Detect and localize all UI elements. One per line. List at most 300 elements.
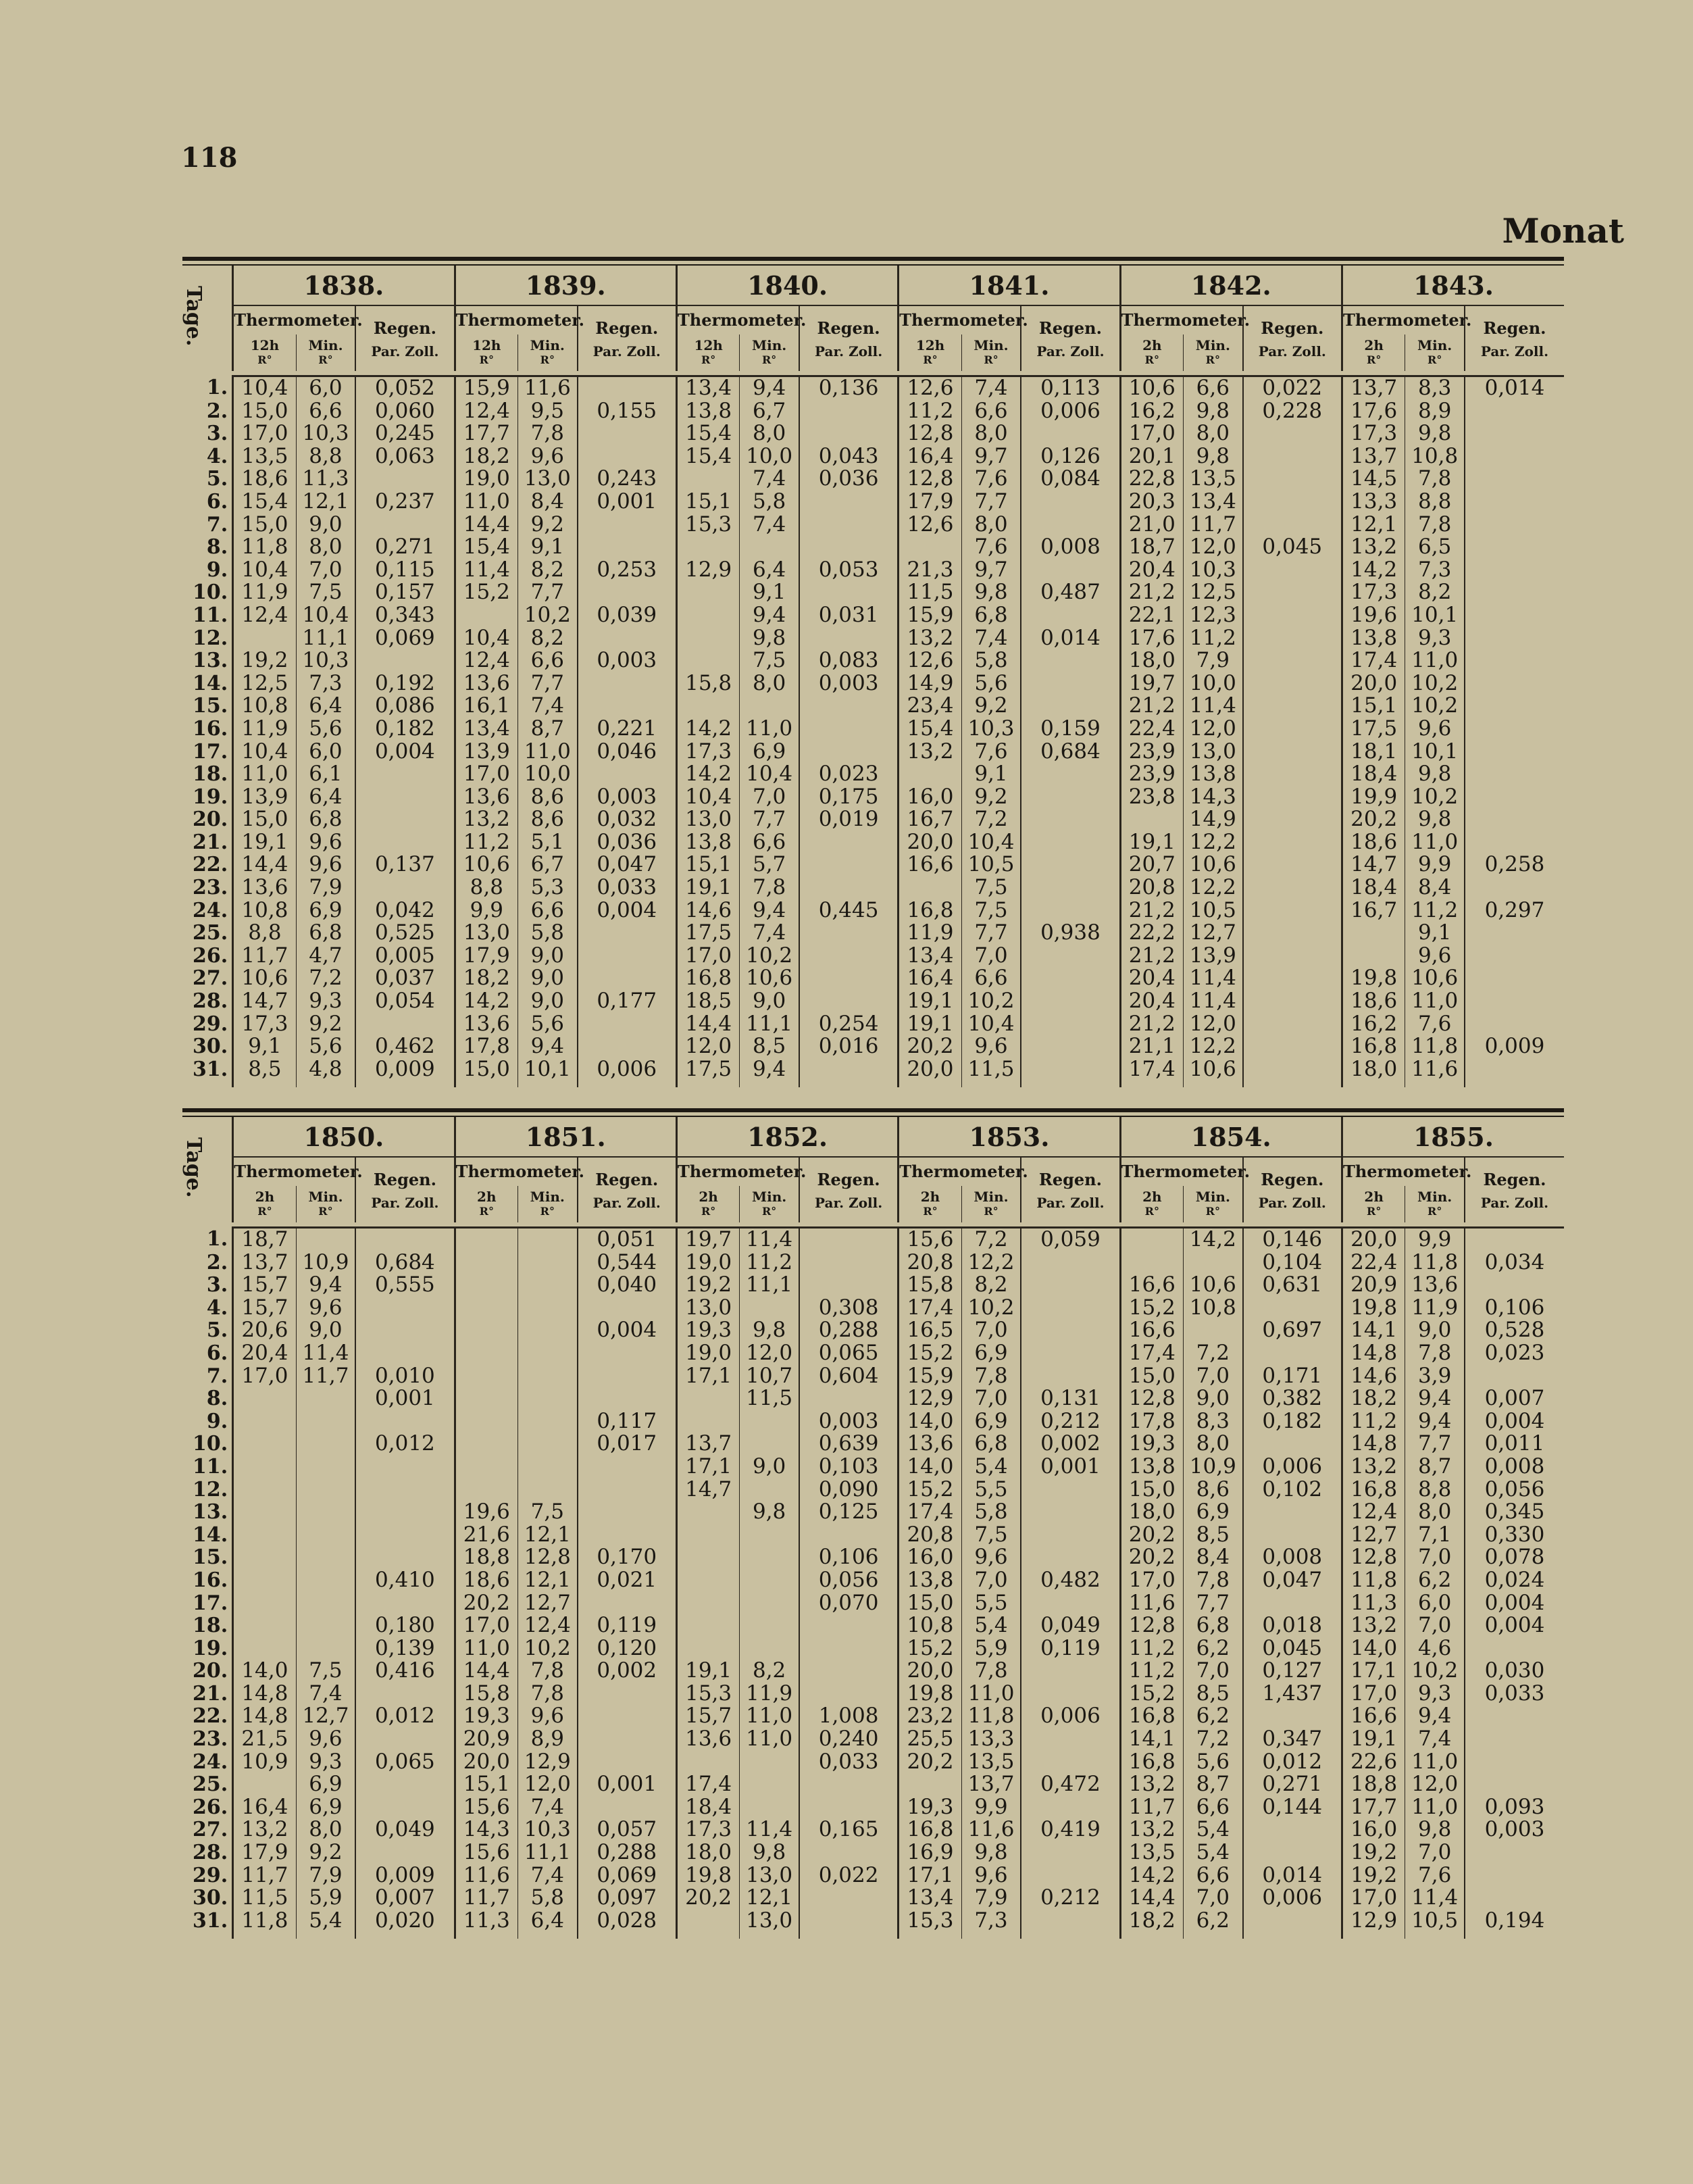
unit-label: R° [479,353,494,366]
min-temperature-value: 13,3 [961,1728,1021,1751]
temperature-value: 14,4 [233,853,296,876]
temperature-value: 15,0 [1120,1479,1183,1502]
table-row [182,672,1564,695]
temperature-value [455,1365,517,1388]
unit-label: R° [701,353,716,366]
spacer [455,1081,517,1087]
spacer [1021,1081,1120,1087]
thermometer-label: Thermometer. [233,305,356,334]
year-heading: 1851. [455,1117,676,1157]
min-temperature-value: 7,0 [296,559,355,582]
min-temperature-value: 11,4 [1184,967,1243,990]
min-temperature-value: 7,8 [961,1660,1021,1683]
min-temperature-value: 8,2 [740,1660,799,1683]
unit-label: R° [540,1205,555,1218]
rain-value [1243,1013,1342,1036]
temperature-value: 13,2 [1120,1773,1183,1796]
temperature-value: 21,6 [455,1524,517,1547]
temperature-value: 19,1 [899,990,961,1013]
rain-value [1243,514,1342,537]
temperature-value: 15,4 [899,718,961,741]
rain-value: 0,180 [355,1614,455,1637]
min-temperature-value: 7,7 [518,672,578,695]
rain-value: 0,345 [1465,1501,1564,1524]
day-number: 4. [206,1295,228,1320]
temperature-value: 15,7 [233,1274,296,1297]
rain-value [799,718,899,741]
regen-unit: Par. Zoll. [371,1194,439,1211]
min-temperature-value: 9,0 [740,1456,799,1479]
min-temperature-value: 11,1 [296,627,355,650]
table-row [182,1479,1564,1502]
rain-value [355,1479,455,1502]
rain-value: 0,212 [1021,1887,1120,1910]
min-column-label [1405,1186,1465,1222]
min-temperature-value: 7,7 [961,491,1021,514]
rain-value: 0,343 [355,604,455,627]
regen-unit: Par. Zoll. [815,343,883,359]
thermometer-label: Thermometer. [676,1157,799,1186]
temperature-value: 18,2 [1342,1387,1405,1410]
day-number: 15. [193,694,228,718]
temperature-value: 20,2 [455,1592,517,1615]
min-temperature-value: 6,7 [518,853,578,876]
rain-value: 0,006 [1021,400,1120,423]
min-temperature-value: 7,4 [961,376,1021,400]
rain-value: 0,065 [355,1751,455,1774]
min-temperature-value: 11,1 [740,1013,799,1036]
rain-value [578,945,677,968]
min-temperature-value: 7,9 [1184,649,1243,672]
tage-label-cell [182,1117,233,1228]
min-temperature-value [296,1637,355,1660]
temperature-value: 18,0 [1120,649,1183,672]
rain-value: 0,258 [1465,853,1564,876]
temperature-value: 14,7 [1342,853,1405,876]
rain-value [799,1274,899,1297]
temperature-value: 12,0 [676,1035,739,1058]
spacer [355,1081,455,1087]
rain-value: 0,001 [1021,1456,1120,1479]
min-temperature-value: 7,9 [296,876,355,899]
temperature-value: 19,6 [455,1501,517,1524]
day-number: 11. [193,1454,228,1479]
min-temperature-value: 9,8 [1405,763,1465,786]
rain-value: 0,045 [1243,1637,1342,1660]
rain-value [1465,400,1564,423]
rain-value [355,1546,455,1569]
min-temperature-value: 7,0 [1405,1614,1465,1637]
min-temperature-value: 9,2 [296,1841,355,1864]
temperature-value: 16,6 [1120,1274,1183,1297]
rain-value [799,627,899,650]
min-temperature-value: 13,7 [961,1773,1021,1796]
min-temperature-value: 7,8 [1405,1342,1465,1365]
rain-value: 0,028 [578,1910,677,1933]
rain-value: 0,014 [1021,627,1120,650]
header-rule [355,1222,455,1228]
rain-value [799,695,899,718]
rain-value: 0,159 [1021,718,1120,741]
unit-label: R° [257,1205,272,1218]
temperature-value: 19,0 [676,1251,739,1274]
temperature-value: 12,4 [1342,1501,1405,1524]
temperature-value: 20,8 [899,1251,961,1274]
temperature-value: 12,1 [1342,514,1405,537]
day-number: 4. [206,444,228,468]
temperature-value: 19,1 [1120,831,1183,854]
temperature-value: 10,8 [233,899,296,922]
min-temperature-value: 13,0 [518,468,578,491]
regen-label [1243,1157,1342,1222]
min-temperature-value: 12,4 [518,1614,578,1637]
rain-value: 0,308 [799,1297,899,1320]
temperature-value: 20,1 [1120,445,1183,468]
rain-value [799,1637,899,1660]
min-temperature-value: 12,8 [518,1546,578,1569]
temperature-value: 14,4 [676,1013,739,1036]
time-column-label [1120,1186,1183,1222]
min-temperature-value: 7,4 [518,1864,578,1887]
spacer [1342,1932,1405,1939]
temperature-value: 16,7 [1342,899,1405,922]
min-temperature-value: 9,2 [296,1013,355,1036]
temperature-value: 13,0 [676,808,739,831]
min-temperature-value: 10,3 [961,718,1021,741]
min-temperature-value: 6,9 [961,1410,1021,1433]
min-temperature-value: 5,8 [518,922,578,945]
temperature-value: 16,0 [1342,1818,1405,1841]
observation-time: 12h [694,337,723,353]
temperature-value: 17,0 [233,1365,296,1388]
min-temperature-value: 4,6 [1405,1637,1465,1660]
rain-value [578,1479,677,1502]
temperature-value: 13,6 [455,786,517,809]
min-temperature-value: 5,5 [961,1592,1021,1615]
table-row [182,1035,1564,1058]
rain-value: 0,014 [1465,376,1564,400]
temperature-value: 10,8 [233,695,296,718]
min-temperature-value: 7,0 [1405,1546,1465,1569]
min-temperature-value: 14,3 [1184,786,1243,809]
min-temperature-value: 7,6 [961,468,1021,491]
min-temperature-value: 7,0 [961,1569,1021,1592]
rain-value: 0,192 [355,672,455,695]
min-temperature-value: 14,2 [1184,1228,1243,1251]
temperature-value: 16,8 [899,899,961,922]
min-temperature-value: 10,0 [1184,672,1243,695]
table-row [182,1910,1564,1933]
table-1850-1855 [182,1117,1564,1939]
table-row [182,1637,1564,1660]
rain-value: 0,008 [1465,1456,1564,1479]
rain-value: 0,063 [355,445,455,468]
min-temperature-value: 9,6 [1405,945,1465,968]
min-temperature-value: 11,0 [740,1728,799,1751]
temperature-value [233,1433,296,1456]
temperature-value: 11,3 [455,1910,517,1933]
min-temperature-value [518,1251,578,1274]
temperature-value: 17,4 [899,1297,961,1320]
temperature-value [676,1569,739,1592]
min-temperature-value: 8,9 [1405,400,1465,423]
min-temperature-value: 4,8 [296,1058,355,1081]
temperature-value [233,1614,296,1637]
weather-table-upper [182,257,1564,1087]
table-row [182,1342,1564,1365]
rain-value [799,990,899,1013]
temperature-value: 15,0 [455,1058,517,1081]
day-number: 6. [206,489,228,514]
min-temperature-value: 9,7 [961,559,1021,582]
min-temperature-value: 6,8 [296,808,355,831]
temperature-value: 20,4 [233,1342,296,1365]
temperature-value: 15,7 [676,1705,739,1728]
rain-value [1243,559,1342,582]
rain-value: 0,008 [1243,1546,1342,1569]
rain-value [1465,1705,1564,1728]
min-temperature-value: 6,6 [518,649,578,672]
min-temperature-value: 9,4 [740,376,799,400]
rain-value: 0,146 [1243,1228,1342,1251]
min-temperature-value [296,1592,355,1615]
rain-value [578,1796,677,1819]
min-temperature-value: 7,9 [296,1864,355,1887]
min-temperature-value: 10,3 [296,422,355,445]
spacer [1405,1932,1465,1939]
temperature-value: 13,4 [676,376,739,400]
min-temperature-value: 9,8 [961,1841,1021,1864]
table-row [182,581,1564,604]
min-temperature-value: 9,6 [961,1864,1021,1887]
rain-value: 0,604 [799,1365,899,1388]
temperature-value: 14,1 [1120,1728,1183,1751]
min-temperature-value: 8,4 [518,491,578,514]
min-temperature-value [740,1410,799,1433]
min-temperature-value: 12,0 [1184,718,1243,741]
temperature-value [233,1387,296,1410]
rain-value [1021,1683,1120,1706]
table-row [182,1592,1564,1615]
temperature-value: 16,2 [1342,1013,1405,1036]
header-rule [296,1222,355,1228]
min-temperature-value: 5,9 [961,1637,1021,1660]
min-temperature-value: 9,2 [961,695,1021,718]
rain-value: 1,008 [799,1705,899,1728]
rain-value: 0,004 [355,741,455,764]
temperature-value: 12,6 [899,514,961,537]
rain-value [1021,1365,1120,1388]
min-temperature-value: 7,5 [961,1524,1021,1547]
min-temperature-value: 9,1 [1405,922,1465,945]
min-temperature-value: 6,6 [518,899,578,922]
rain-value: 0,005 [355,945,455,968]
rain-value: 0,012 [355,1433,455,1456]
spacer [1184,1932,1243,1939]
min-temperature-value: 7,5 [740,649,799,672]
temperature-value: 11,2 [899,400,961,423]
temperature-value: 9,9 [455,899,517,922]
spacer [799,1932,899,1939]
rain-value: 0,472 [1021,1773,1120,1796]
temperature-value: 15,1 [676,853,739,876]
temperature-value: 17,3 [1342,581,1405,604]
rain-value [799,1887,899,1910]
rain-value: 0,297 [1465,899,1564,922]
rain-value: 0,237 [355,491,455,514]
temperature-value: 18,0 [1120,1501,1183,1524]
unit-label: R° [1205,353,1220,366]
rain-value [355,1683,455,1706]
rain-value [799,491,899,514]
min-temperature-value: 7,4 [961,627,1021,650]
min-temperature-value: 10,6 [1405,967,1465,990]
regen-title: Regen. [1483,318,1546,338]
temperature-value: 10,4 [455,627,517,650]
temperature-value: 19,0 [676,1342,739,1365]
temperature-value [676,1614,739,1637]
temperature-value: 14,2 [676,718,739,741]
rain-value: 0,117 [578,1410,677,1433]
temperature-value: 13,2 [1342,1456,1405,1479]
temperature-value: 14,6 [676,899,739,922]
rain-value: 0,023 [1465,1342,1564,1365]
min-temperature-value: 11,4 [1184,990,1243,1013]
rain-value: 0,032 [578,808,677,831]
temperature-value: 19,0 [455,468,517,491]
min-temperature-value: 8,8 [296,445,355,468]
min-temperature-value: 9,2 [518,514,578,537]
rain-value [799,831,899,854]
rain-value: 0,006 [578,1058,677,1081]
temperature-value [899,763,961,786]
temperature-value: 15,2 [899,1637,961,1660]
temperature-value: 19,1 [233,831,296,854]
temperature-value: 13,6 [899,1433,961,1456]
day-number: 9. [206,557,228,582]
temperature-value: 18,4 [1342,876,1405,899]
temperature-value: 11,9 [899,922,961,945]
temperature-value: 16,7 [899,808,961,831]
temperature-value: 20,9 [1342,1274,1405,1297]
min-temperature-value: 5,3 [518,876,578,899]
rain-value: 0,525 [355,922,455,945]
rain-value [578,536,677,559]
temperature-value: 19,9 [1342,786,1405,809]
temperature-value: 17,6 [1342,400,1405,423]
temperature-value: 17,4 [899,1501,961,1524]
min-temperature-value: 6,1 [296,763,355,786]
rain-value [355,1013,455,1036]
time-column-label [1342,1186,1405,1222]
temperature-value [676,1592,739,1615]
min-temperature-value [740,1569,799,1592]
temperature-value: 10,6 [455,853,517,876]
min-temperature-value: 9,9 [1405,1228,1465,1251]
rain-value [1465,1228,1564,1251]
rain-value [578,1501,677,1524]
table-row [182,876,1564,899]
min-temperature-value: 8,5 [740,1035,799,1058]
rain-value [1465,967,1564,990]
temperature-value: 18,8 [1342,1773,1405,1796]
rain-value [1021,514,1120,537]
spacer [799,1081,899,1087]
min-temperature-value: 9,6 [961,1546,1021,1569]
day-number: 17. [193,739,228,764]
temperature-value: 10,4 [233,376,296,400]
rain-value [1465,831,1564,854]
rain-value [799,1841,899,1864]
min-temperature-value: 6,8 [961,1433,1021,1456]
min-temperature-value: 6,4 [518,1910,578,1933]
temperature-value: 22,6 [1342,1751,1405,1774]
rain-value [1243,695,1342,718]
rain-value [1465,1058,1564,1081]
day-number: 13. [193,1500,228,1524]
day-number: 8. [206,535,228,560]
min-temperature-value: 8,8 [1405,1479,1465,1502]
rain-value: 0,003 [578,786,677,809]
header-rule [799,1222,899,1228]
day-number: 2. [206,399,228,423]
rain-value [355,1410,455,1433]
min-temperature-value: 8,0 [961,514,1021,537]
temperature-value: 17,0 [455,1614,517,1637]
temperature-value: 14,3 [455,1818,517,1841]
min-temperature-value: 5,8 [740,491,799,514]
spacer [1342,1081,1405,1087]
min-temperature-value: 6,9 [740,741,799,764]
rain-value [1243,899,1342,922]
min-temperature-value [518,1319,578,1342]
min-temperature-value: 11,0 [1405,1751,1465,1774]
rain-value: 0,023 [799,763,899,786]
min-temperature-value [296,1569,355,1592]
temperature-value: 13,6 [455,1013,517,1036]
min-temperature-value: 13,0 [740,1910,799,1933]
min-temperature-value: 7,8 [518,422,578,445]
min-temperature-value: 13,9 [1184,945,1243,968]
temperature-value: 15,3 [676,1683,739,1706]
min-temperature-value: 12,7 [1184,922,1243,945]
min-temperature-value: 9,0 [740,990,799,1013]
rain-value: 0,228 [1243,400,1342,423]
day-number: 12. [193,626,228,650]
rain-value: 0,288 [578,1841,677,1864]
min-column-label [1184,334,1243,371]
temperature-value: 18,0 [676,1841,739,1864]
min-temperature-value: 7,2 [1184,1342,1243,1365]
min-temperature-value: 7,3 [961,1910,1021,1933]
regen-unit: Par. Zoll. [592,1194,661,1211]
rain-value: 0,003 [1465,1818,1564,1841]
min-temperature-value: 6,6 [740,831,799,854]
temperature-value: 14,7 [233,990,296,1013]
rain-value [355,1297,455,1320]
rain-value [1465,1637,1564,1660]
temperature-value: 16,8 [676,967,739,990]
rain-value [355,1728,455,1751]
rain-value [1243,604,1342,627]
min-label: Min. [1417,1189,1452,1205]
temperature-value: 11,6 [1120,1592,1183,1615]
rain-value [799,922,899,945]
min-temperature-value [740,1479,799,1502]
day-number: 10. [193,1432,228,1456]
min-temperature-value: 7,0 [961,945,1021,968]
rain-value: 0,126 [1021,445,1120,468]
